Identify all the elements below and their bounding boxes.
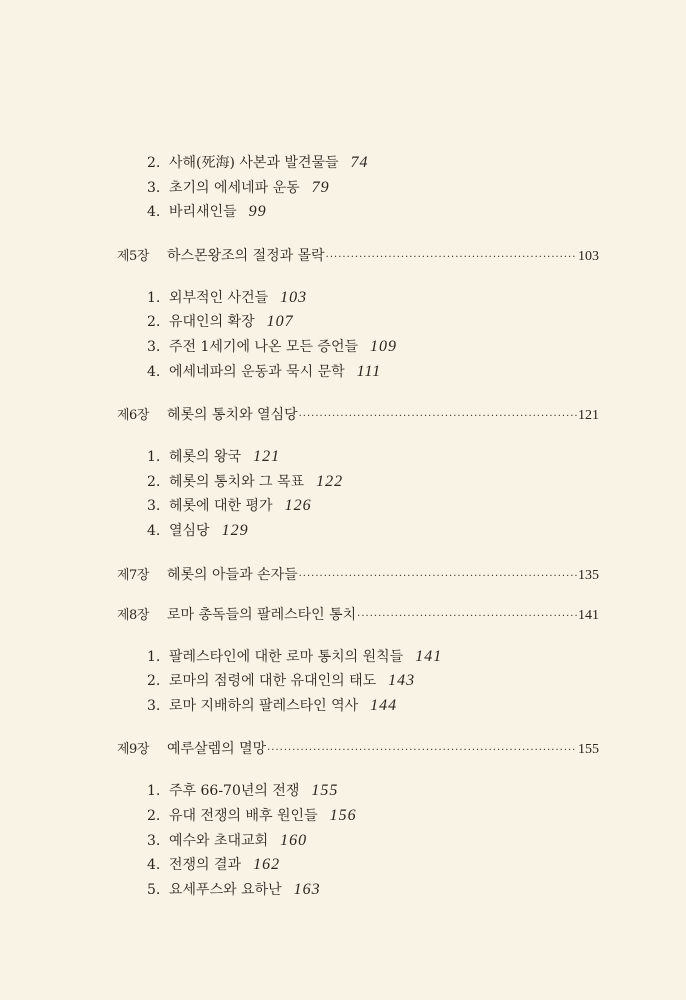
dot-leader — [299, 565, 577, 589]
section-number: 5. — [147, 881, 161, 898]
section-entry[interactable] — [117, 804, 599, 829]
chapter-entry[interactable] — [117, 403, 599, 427]
section-page-number: 162 — [253, 856, 281, 874]
section-title: 유대인의 확장 — [169, 314, 255, 331]
chapter-page-number: 121 — [578, 408, 599, 424]
section-entry[interactable] — [117, 151, 599, 176]
section-title: 전쟁의 결과 — [169, 857, 242, 874]
chapter-page-number: 141 — [578, 607, 599, 623]
section-page-number: 141 — [415, 647, 443, 665]
section-page-number: 122 — [316, 472, 344, 490]
chapter-entry[interactable] — [117, 244, 599, 268]
section-title: 주전 1세기에 나온 모든 증언들 — [169, 338, 358, 355]
section-number: 3. — [147, 697, 161, 714]
chapter-title: 하스몬왕조의 절정과 몰락 — [167, 247, 325, 264]
section-entry[interactable] — [117, 779, 599, 804]
section-entry[interactable] — [117, 694, 599, 719]
section-number: 1. — [147, 289, 161, 306]
section-entry[interactable] — [117, 176, 599, 201]
chapter-page-number: 155 — [578, 742, 599, 758]
section-page-number: 109 — [370, 337, 397, 355]
section-number: 2. — [147, 673, 161, 690]
section-page-number: 103 — [280, 288, 308, 306]
chapter-entry[interactable] — [117, 603, 599, 627]
section-entry[interactable] — [117, 878, 599, 903]
section-entry[interactable] — [117, 360, 599, 385]
section-number: 2. — [147, 155, 161, 171]
section-entry[interactable] — [117, 829, 599, 854]
section-title: 열심당 — [169, 522, 210, 539]
section-number: 2. — [147, 807, 161, 824]
section-number: 2. — [147, 314, 161, 331]
section-entry[interactable] — [117, 645, 599, 670]
section-page-number: 144 — [370, 696, 398, 714]
section-entry[interactable] — [117, 853, 599, 878]
dot-leader — [326, 246, 577, 270]
dot-leader — [357, 605, 577, 629]
section-number: 4. — [147, 204, 161, 221]
chapter-label: 제6장 — [117, 408, 149, 424]
section-number: 1. — [147, 783, 161, 800]
section-title: 팔레스타인에 대한 로마 통치의 원칙들 — [169, 648, 404, 665]
section-title: 예수와 초대교회 — [169, 832, 269, 849]
section-title: 헤롯의 왕국 — [169, 449, 242, 466]
section-number: 4. — [147, 522, 161, 539]
section-number: 1. — [147, 648, 161, 665]
section-entry[interactable] — [117, 335, 599, 360]
dot-leader — [267, 739, 577, 763]
section-entry[interactable] — [117, 470, 599, 495]
table-of-contents — [117, 151, 599, 902]
section-page-number: 163 — [293, 880, 321, 898]
section-entry[interactable] — [117, 445, 599, 470]
section-title: 주후 66-70년의 전쟁 — [169, 783, 300, 800]
section-number: 4. — [147, 363, 161, 380]
section-title: 헤롯의 통치와 그 목표 — [169, 473, 305, 490]
section-entry[interactable] — [117, 310, 599, 335]
chapter-title: 예루살렘의 멸망 — [167, 741, 267, 758]
section-title: 헤롯에 대한 평가 — [169, 498, 273, 515]
section-title: 외부적인 사건들 — [169, 289, 269, 306]
chapter-label: 제9장 — [117, 742, 149, 758]
chapter-title: 로마 총독들의 팔레스타인 통치 — [167, 606, 357, 623]
section-title: 로마의 점령에 대한 유대인의 태도 — [169, 673, 377, 690]
chapter-page-number: 103 — [578, 248, 599, 264]
section-title: 바리새인들 — [169, 204, 237, 221]
section-entry[interactable] — [117, 519, 599, 544]
section-page-number: 129 — [221, 521, 249, 539]
section-entry[interactable] — [117, 286, 599, 311]
section-title: 로마 지배하의 팔레스타인 역사 — [169, 697, 359, 714]
section-title: 초기의 에세네파 운동 — [169, 179, 300, 196]
section-page-number: 155 — [311, 782, 339, 800]
section-entry[interactable] — [117, 200, 599, 225]
section-number: 1. — [147, 449, 161, 466]
section-title: 사해(死海) 사본과 발견물들 — [169, 155, 339, 171]
dot-leader — [299, 405, 577, 429]
section-page-number: 74 — [350, 154, 369, 171]
section-number: 3. — [147, 338, 161, 355]
section-page-number: 143 — [388, 672, 416, 690]
section-page-number: 126 — [284, 497, 312, 515]
section-page-number: 121 — [253, 448, 281, 466]
section-entry[interactable] — [117, 669, 599, 694]
section-title: 유대 전쟁의 배후 원인들 — [169, 807, 318, 824]
section-number: 3. — [147, 498, 161, 515]
chapter-page-number: 135 — [578, 567, 599, 583]
section-number: 2. — [147, 473, 161, 490]
section-page-number: 79 — [311, 178, 330, 196]
chapter-entry[interactable] — [117, 737, 599, 761]
chapter-label: 제7장 — [117, 567, 149, 583]
chapter-title: 헤롯의 아들과 손자들 — [167, 566, 298, 583]
section-number: 3. — [147, 179, 161, 196]
section-entry[interactable] — [117, 494, 599, 519]
section-number: 4. — [147, 857, 161, 874]
chapter-label: 제5장 — [117, 248, 149, 264]
section-page-number: 111 — [356, 362, 382, 380]
section-page-number: 107 — [266, 313, 294, 331]
chapter-title: 헤롯의 통치와 열심당 — [167, 407, 298, 424]
section-number: 3. — [147, 832, 161, 849]
chapter-entry[interactable] — [117, 563, 599, 587]
chapter-label: 제8장 — [117, 607, 149, 623]
section-page-number: 99 — [248, 203, 267, 221]
section-title: 요세푸스와 요하난 — [169, 881, 282, 898]
section-page-number: 156 — [329, 806, 357, 824]
section-title: 에세네파의 운동과 묵시 문학 — [169, 363, 345, 380]
section-page-number: 160 — [280, 831, 308, 849]
